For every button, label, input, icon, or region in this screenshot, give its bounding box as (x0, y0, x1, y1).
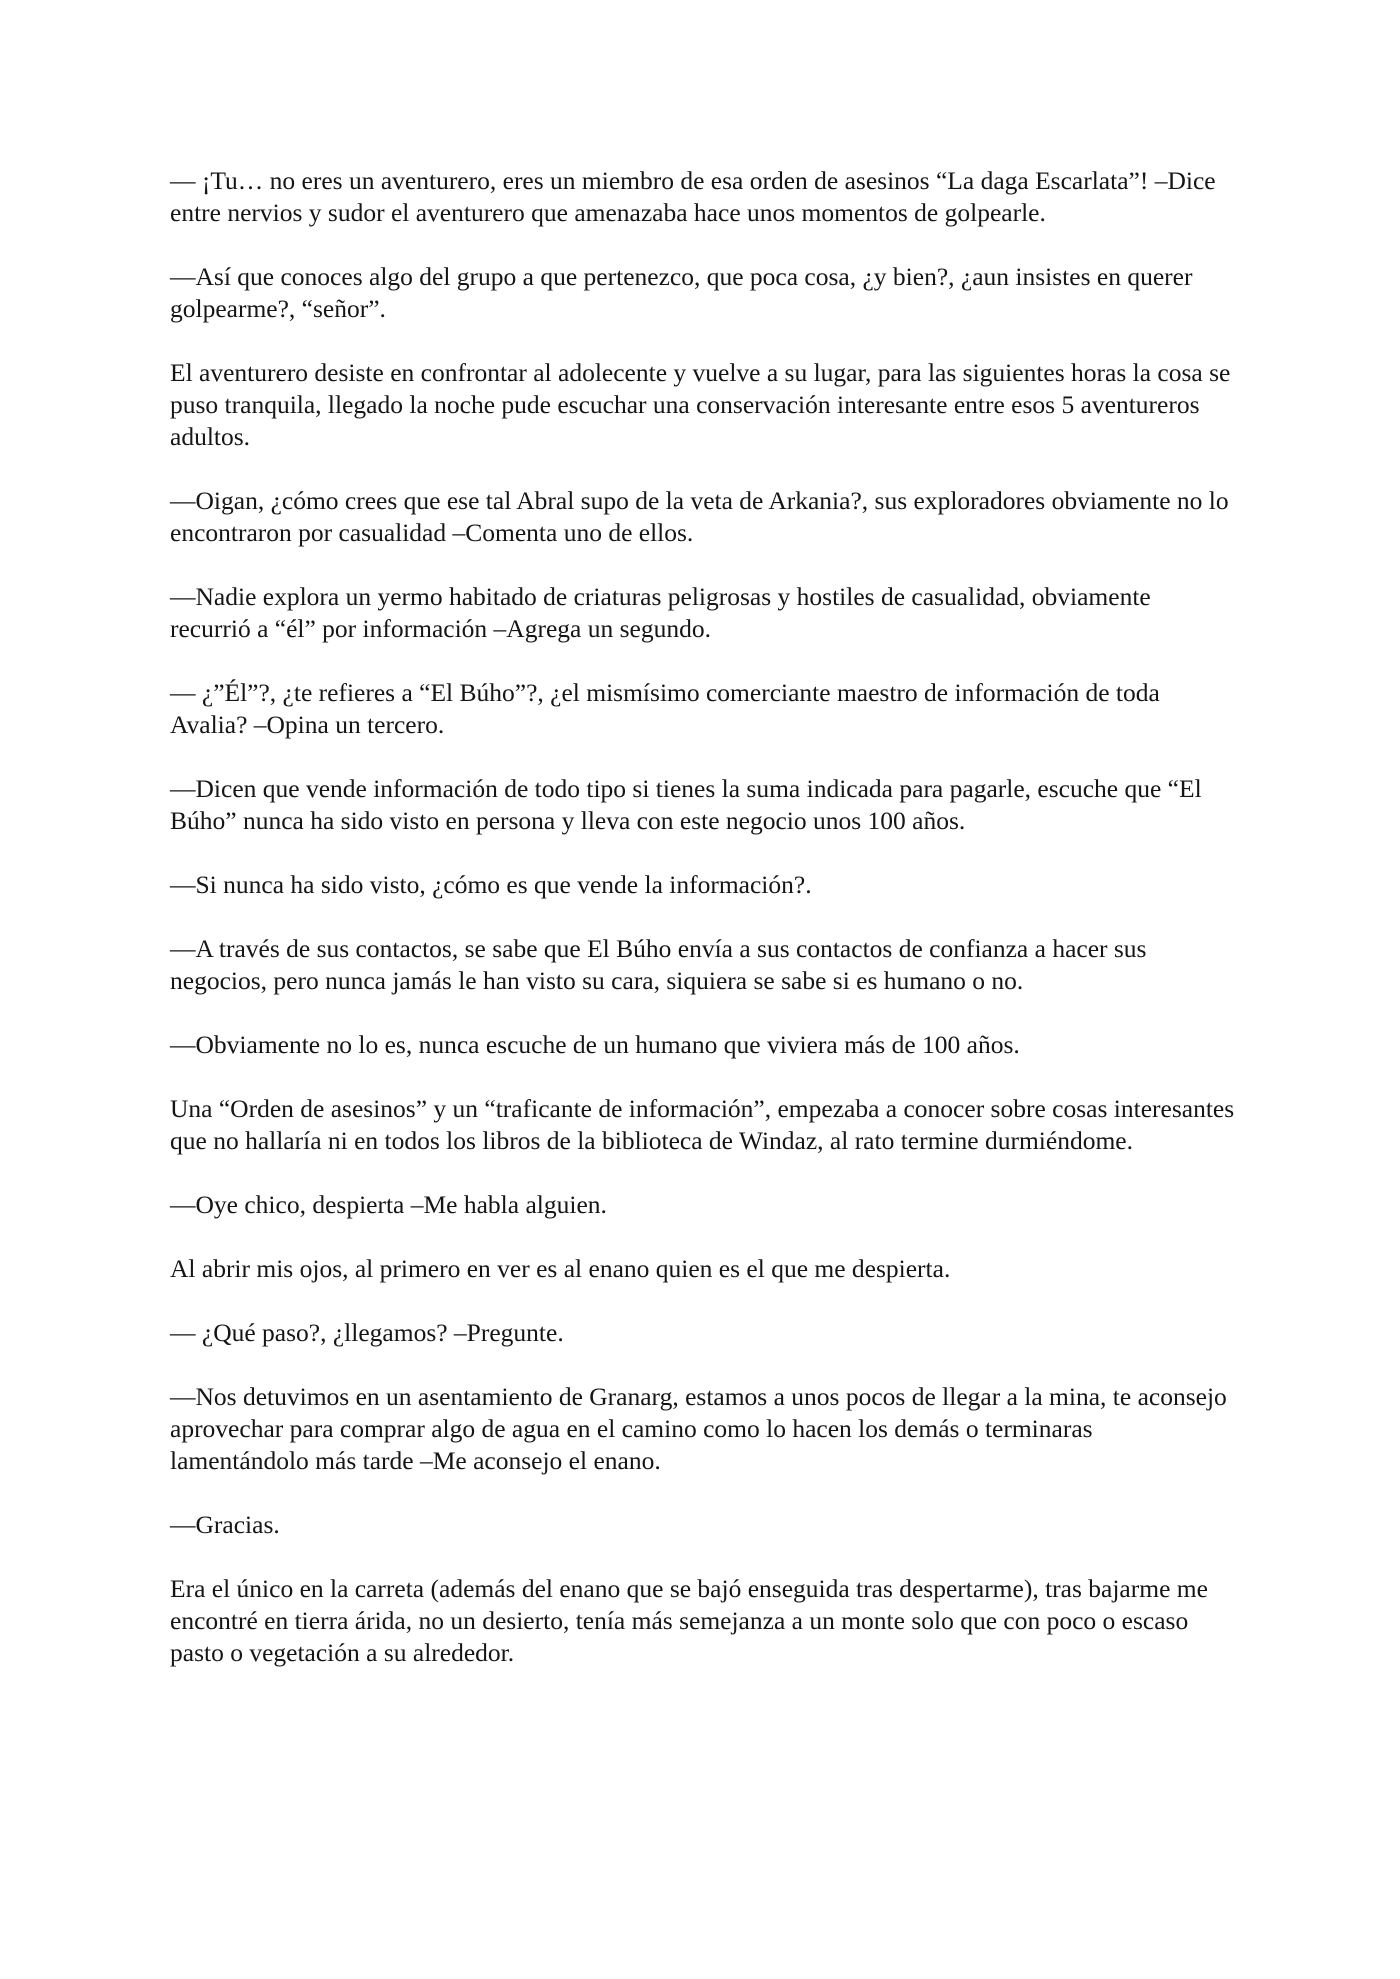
paragraph: —Nos detuvimos en un asentamiento de Granarg, estamos a unos pocos de llegar a la mina, te aconsejo aprovechar para comprar algo de agua en el camino como lo hacen los demás o terminaras lamentándolo más tarde –Me aconsejo el enano. (170, 1382, 1227, 1475)
paragraph: —Si nunca ha sido visto, ¿cómo es que vende la información?. (170, 870, 812, 899)
paragraph: Era el único en la carreta (además del enano que se bajó enseguida tras despertarme), tras bajarme me encontré en tierra árida, no un desierto, tenía más semejanza a un monte solo que con poco o escaso pasto o vegetación a su alrededor. (170, 1574, 1208, 1667)
paragraph: —Gracias. (170, 1510, 280, 1539)
paragraph: Una “Orden de asesinos” y un “traficante de información”, empezaba a conocer sobre cosas interesantes que no hallaría ni en todos los libros de la biblioteca de Windaz, al rato termine durmiéndome. (170, 1094, 1235, 1155)
paragraph: — ¿Qué paso?, ¿llegamos? –Pregunte. (170, 1318, 564, 1347)
paragraph: —Obviamente no lo es, nunca escuche de un humano que viviera más de 100 años. (170, 1030, 1020, 1059)
document-body (170, 165, 1235, 1701)
paragraph: —Así que conoces algo del grupo a que pertenezco, que poca cosa, ¿y bien?, ¿aun insistes en querer golpearme?, “señor”. (170, 262, 1193, 323)
paragraph: — ¡Tu… no eres un aventurero, eres un miembro de esa orden de asesinos “La daga Escarlata”! –Dice entre nervios y sudor el aventurero que amenazaba hace unos momentos de golpearle. (170, 166, 1216, 227)
paragraph: — ¿”Él”?, ¿te refieres a “El Búho”?, ¿el mismísimo comerciante maestro de información de toda Avalia? –Opina un tercero. (170, 678, 1160, 739)
paragraph: —Nadie explora un yermo habitado de criaturas peligrosas y hostiles de casualidad, obviamente recurrió a “él” por información –Agrega un segundo. (170, 582, 1151, 643)
paragraph: Al abrir mis ojos, al primero en ver es al enano quien es el que me despierta. (170, 1254, 951, 1283)
paragraph: —Dicen que vende información de todo tipo si tienes la suma indicada para pagarle, escuche que “El Búho” nunca ha sido visto en persona y lleva con este negocio unos 100 años. (170, 774, 1202, 835)
paragraph: —A través de sus contactos, se sabe que El Búho envía a sus contactos de confianza a hacer sus negocios, pero nunca jamás le han visto su cara, siquiera se sabe si es humano o no. (170, 934, 1147, 995)
paragraph: El aventurero desiste en confrontar al adolecente y vuelve a su lugar, para las siguientes horas la cosa se puso tranquila, llegado la noche pude escuchar una conservación interesante entre esos 5 aventureros adultos. (170, 358, 1231, 451)
paragraph: —Oye chico, despierta –Me habla alguien. (170, 1190, 607, 1219)
paragraph: —Oigan, ¿cómo crees que ese tal Abral supo de la veta de Arkania?, sus exploradores obviamente no lo encontraron por casualidad –Comenta uno de ellos. (170, 486, 1229, 547)
